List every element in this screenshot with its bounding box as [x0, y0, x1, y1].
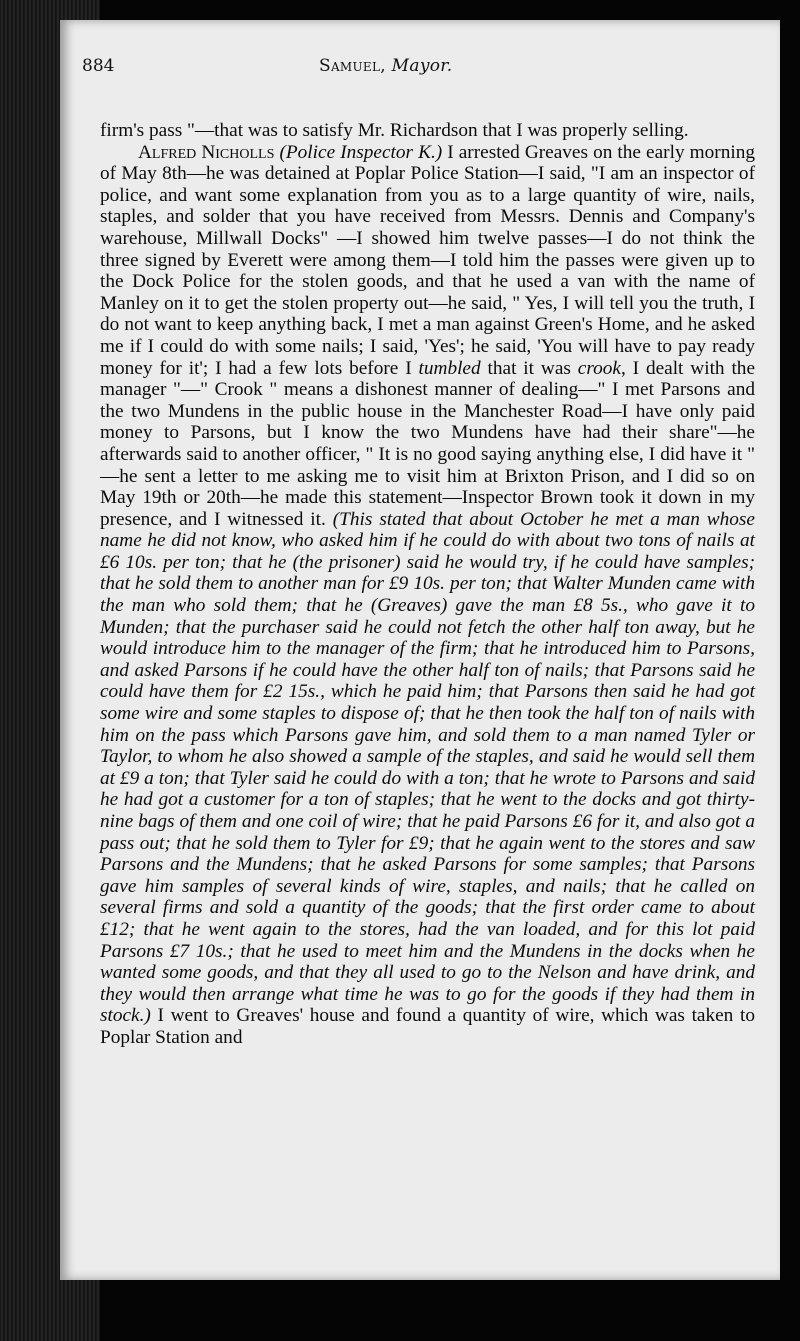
slang-tumbled: tumbled — [418, 357, 481, 379]
running-header — [82, 56, 642, 86]
slang-crook: crook — [577, 357, 621, 379]
page-number: 884 — [82, 56, 115, 76]
testimony-text-2: that it was — [480, 357, 578, 379]
testimony-text-3: , I dealt with the manager "—" Crook " means a dishonest manner of dealing—" I met Parsons and the two Mundens in the public house in the Manchester Road—I have only paid money to Parsons, but I know the two Mundens have had their share"—he afterwards said to another officer, " It is no good saying anything else, I did have it " —he sent a letter to me asking me to visit him at Brixton Prison, and I did so on May 19th or 20th—he made this statement—Inspector Brown took it down in my presence, and I witnessed it. — [100, 357, 756, 530]
running-title — [319, 56, 453, 76]
witness-name: Alfred Nicholls — [138, 141, 275, 163]
page-body — [100, 120, 755, 1049]
running-title-office: Mayor. — [391, 56, 453, 76]
paragraph-testimony — [100, 142, 755, 1049]
paragraph-continuation: firm's pass "—that was to satisfy Mr. Richardson that I was properly selling. — [100, 120, 689, 141]
running-title-name: Samuel, — [319, 56, 386, 76]
testimony-text-4: I went to Greaves' house and found a quantity of wire, which was taken to Poplar Station and — [100, 1005, 755, 1048]
witness-role: (Police Inspector K.) — [279, 141, 443, 163]
testimony-text-1: I arrested Greaves on the early morning of May 8th—he was detained at Poplar Police Station—I said, "I am an inspector of police, and want some explanation from you as to a large quantity of wire, nails, staples, and solder that you have received from Messrs. Dennis and Company's warehouse, Millwall Docks" —I showed him twelve passes—I do not think the three signed by Everett were among them—I told him the passes were given up to the Dock Police for the stolen goods, and that he used a van with the name of Manley on it to get the stolen property out—he said, " Yes, I will tell you the truth, I do not want to keep anything back, I met a man against Green's Home, and he asked me if I could do with some nails; I said, 'Yes'; he said, 'You will have to pay ready money for it'; I had a few lots before I — [100, 141, 755, 379]
prisoner-statement: (This stated that about October he met a man whose name he did not know, who asked him if he could do with about two tons of nails at £6 10s. per ton; that he (the prisoner) said he would try, if he could have samples; that he sold them to another man for £9 10s. per ton; that Walter Munden came with the man who sold them; that he (Greaves) gave the man £8 5s., who gave it to Munden; that the purchaser said he could not fetch the other half ton away, but he would introduce him to the manager of the firm; that he introduced him to Parsons, and asked Parsons if he could have the other half ton of nails; that Parsons said he could have them for £2 15s., which he paid him; that Parsons then said he had got some wire and some staples to dispose of; that he then took the half ton of nails with him on the pass which Parsons gave him, and sold them to a man named Tyler or Taylor, to whom he also showed a sample of the staples, and said he would sell them at £9 a ton; that Tyler said he could do with a ton; that he wrote to Parsons and said he had got a customer for a ton of staples; that he went to the docks and got thirty-nine bags of them and one coil of wire; that he paid Parsons £6 for it, and also got a pass out; that he sold them to Tyler for £9; that he again went to the stores and saw Parsons and the Mundens; that he asked Parsons for some samples; that Parsons gave him samples of several kinds of wire, staples, and nails; that he called on several firms and sold a quantity of the goods; that the first order came to about £12; that he went again to the stores, had the van loaded, and for this lot paid Parsons £7 10s.; that he used to meet him and the Mundens in the docks when he wanted some goods, and that they all used to go to the Nelson and have drink, and they would then arrange what time he was to go for the goods if they had them in stock.) — [100, 508, 755, 1027]
